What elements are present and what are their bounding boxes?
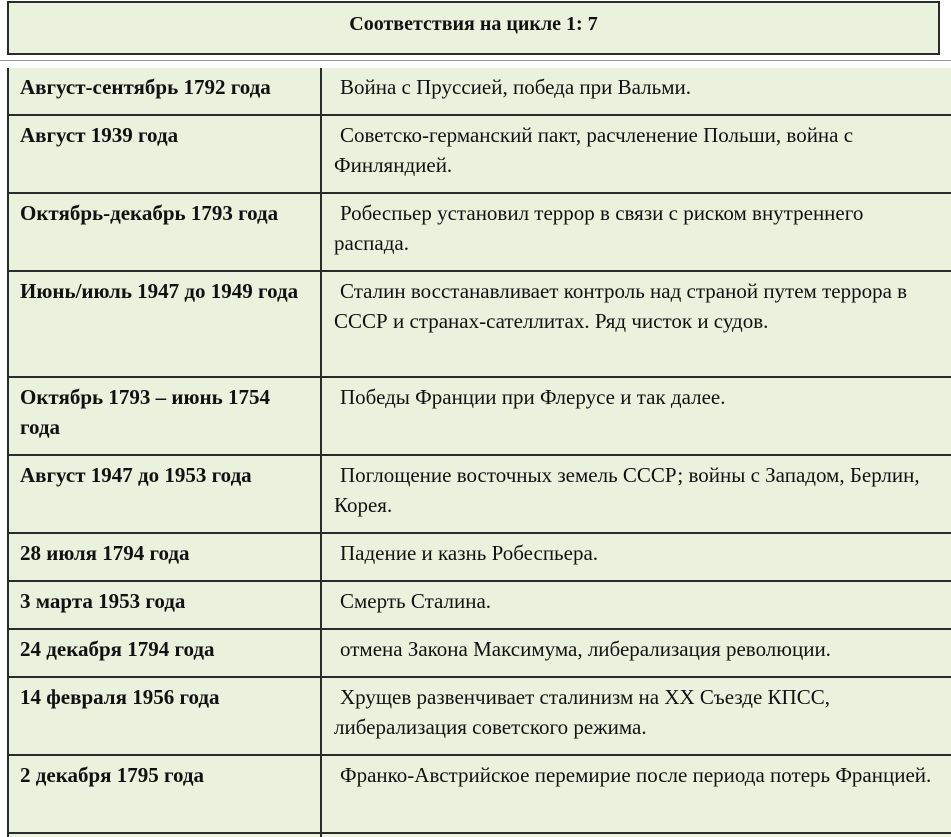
row-date: Август 1939 года — [20, 123, 179, 147]
row-event: Франко-Австрийское перемирие после периода потерь Францией. — [340, 763, 932, 787]
table-row — [9, 534, 951, 582]
table-row — [9, 116, 951, 194]
table-title: Соответствия на цикле 1: 7 — [349, 13, 598, 35]
row-event: Победы Франции при Флерусе и так далее. — [340, 385, 726, 409]
divider — [0, 60, 951, 61]
row-event: отмена Закона Максимума, либерализация революции. — [340, 637, 831, 661]
row-date: 28 июля 1794 года — [20, 541, 190, 565]
row-event: Советско-германский пакт, расчленение Польши, война с Финляндией. — [334, 123, 854, 177]
table-row — [9, 456, 951, 534]
table-row — [9, 272, 951, 378]
table-row — [9, 68, 951, 116]
row-date: 14 февраля 1956 года — [20, 685, 220, 709]
table-row — [9, 582, 951, 630]
correspondence-table — [7, 68, 951, 837]
title-box — [7, 1, 940, 55]
row-date: 2 декабря 1795 года — [20, 763, 205, 787]
table-row — [9, 630, 951, 678]
row-event: Падение и казнь Робеспьера. — [340, 541, 599, 565]
row-event: Сталин восстанавливает контроль над страной путем террора в СССР и странах-сателлитах. Ряд чисток и судов. — [334, 279, 908, 333]
table-row — [9, 756, 951, 834]
row-date: Июнь/июль 1947 до 1949 года — [20, 279, 299, 303]
row-event: Смерть Сталина. — [340, 589, 492, 613]
table-row — [9, 378, 951, 456]
row-event: Робеспьер установил террор в связи с риском внутреннего распада. — [334, 201, 864, 255]
row-date: Октябрь-декабрь 1793 года — [20, 201, 279, 225]
table-row — [9, 678, 951, 756]
table-row — [9, 194, 951, 272]
row-event: Поглощение восточных земель СССР; войны с Западом, Берлин, Корея. — [334, 463, 920, 517]
row-date: 24 декабря 1794 года — [20, 637, 215, 661]
row-date: Август-сентябрь 1792 года — [20, 75, 271, 99]
row-date: 3 марта 1953 года — [20, 589, 186, 613]
row-date: Август 1947 до 1953 года — [20, 463, 252, 487]
row-date: Октябрь 1793 – июнь 1754 года — [20, 385, 270, 439]
row-event: Хрущев развенчивает сталинизм на XX Съезде КПСС, либерализация советского режима. — [334, 685, 830, 739]
row-event: Война с Пруссией, победа при Вальми. — [340, 75, 691, 99]
